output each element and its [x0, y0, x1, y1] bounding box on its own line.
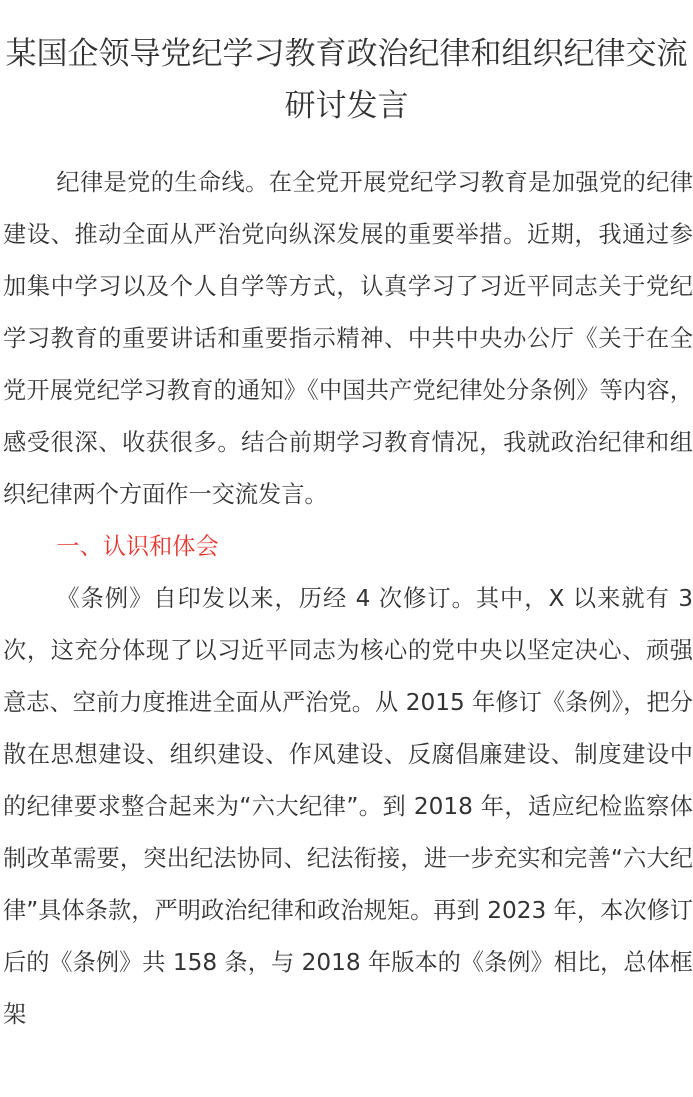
document-title: 某国企领导党纪学习教育政治纪律和组织纪律交流研讨发言 — [5, 36, 688, 124]
section-paragraph: 《条例》自印发以来，历经 4 次修订。其中，X 以来就有 3 次，这充分体现了以习近平同志为核心的党中央以坚定决心、顽强意志、空前力度推进全面从严治党。从 2015 年修订《条例》，把分散在思想建设、组织建设、作风建设、反腐倡廉建设、制度建设中的纪律要求整合起来为“六大纪律”。到 2018 年，适应纪检监察体制改革需要，突出纪法协同、纪法衔接，进一步充实和完善“六大纪律”具体条款，严明政治纪律和政治规矩。再到 2023 年，本次修订后的《条例》共 158 条，与 2018 年版本的《条例》相比，总体框架 — [3, 585, 693, 1028]
document-body — [3, 157, 693, 1041]
section-heading: 一、认识和体会 — [56, 533, 219, 560]
intro-paragraph: 纪律是党的生命线。在全党开展党纪学习教育是加强党的纪律建设、推动全面从严治党向纵深发展的重要举措。近期，我通过参加集中学习以及个人自学等方式，认真学习了习近平同志关于党纪学习教育的重要讲话和重要指示精神、中共中央办公厅《关于在全党开展党纪学习教育的通知》《中国共产党纪律处分条例》等内容，感受很深、收获很多。结合前期学习教育情况，我就政治纪律和组织纪律两个方面作一交流发言。 — [3, 169, 693, 508]
